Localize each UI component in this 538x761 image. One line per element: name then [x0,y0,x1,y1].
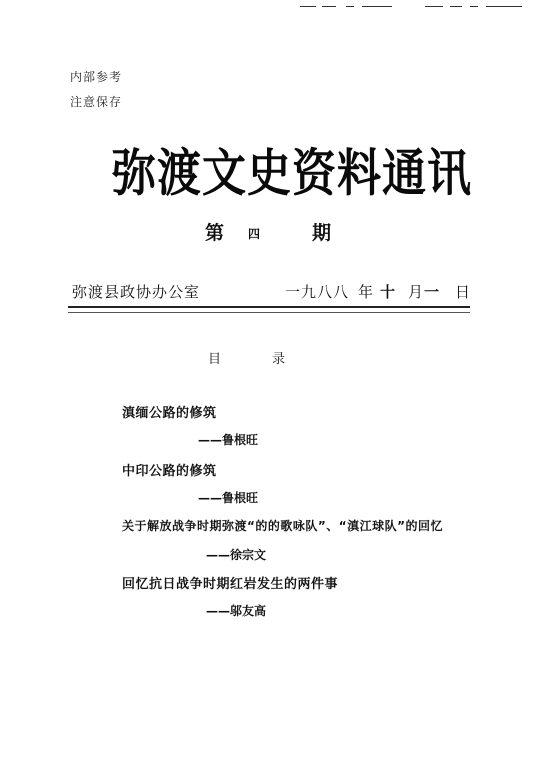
toc-entry-author: ——鲁根旺 [198,433,259,447]
issue-suffix: 期 [312,222,332,244]
toc-entry-author: ——邬友高 [206,604,267,618]
divider-thick [68,306,470,308]
date-year: 一九八八 [285,283,350,301]
issue-prefix: 第 [205,222,225,244]
toc-entry-title: 回忆抗日战争时期红岩发生的两件事 [122,577,339,592]
scan-dash [486,6,522,7]
date-day-unit: 日 [455,283,472,301]
toc-heading-right: 录 [272,352,287,367]
header-note-preserve: 注意保存 [70,95,123,109]
date-month-unit: 月 [408,283,425,301]
scan-dash [322,6,336,7]
scan-dash [425,6,443,7]
scan-dash [300,6,316,7]
issue-number: 四 [248,227,261,241]
date-day: 一 [424,283,441,301]
toc-entry-author: ——鲁根旺 [198,491,259,505]
page-title: 弥渡文史资料通讯 [112,144,472,204]
toc-entry-author: ——徐宗文 [206,548,267,562]
divider-thin [68,312,470,313]
scan-dash [470,6,478,7]
scan-dash [346,6,354,7]
publisher-name: 弥渡县政协办公室 [72,283,201,301]
toc-entry-title: 关于解放战争时期弥渡“的的歌咏队”、“滇江球队”的回忆 [122,519,444,533]
date-month: 十 [380,283,397,301]
date-year-unit: 年 [358,283,375,301]
toc-entry-title: 滇缅公路的修筑 [122,406,217,421]
scan-dash [362,6,392,7]
toc-heading-left: 目 [208,352,223,367]
scan-dash [450,6,462,7]
toc-entry-title: 中印公路的修筑 [122,464,217,479]
header-note-internal: 内部参考 [70,70,123,84]
